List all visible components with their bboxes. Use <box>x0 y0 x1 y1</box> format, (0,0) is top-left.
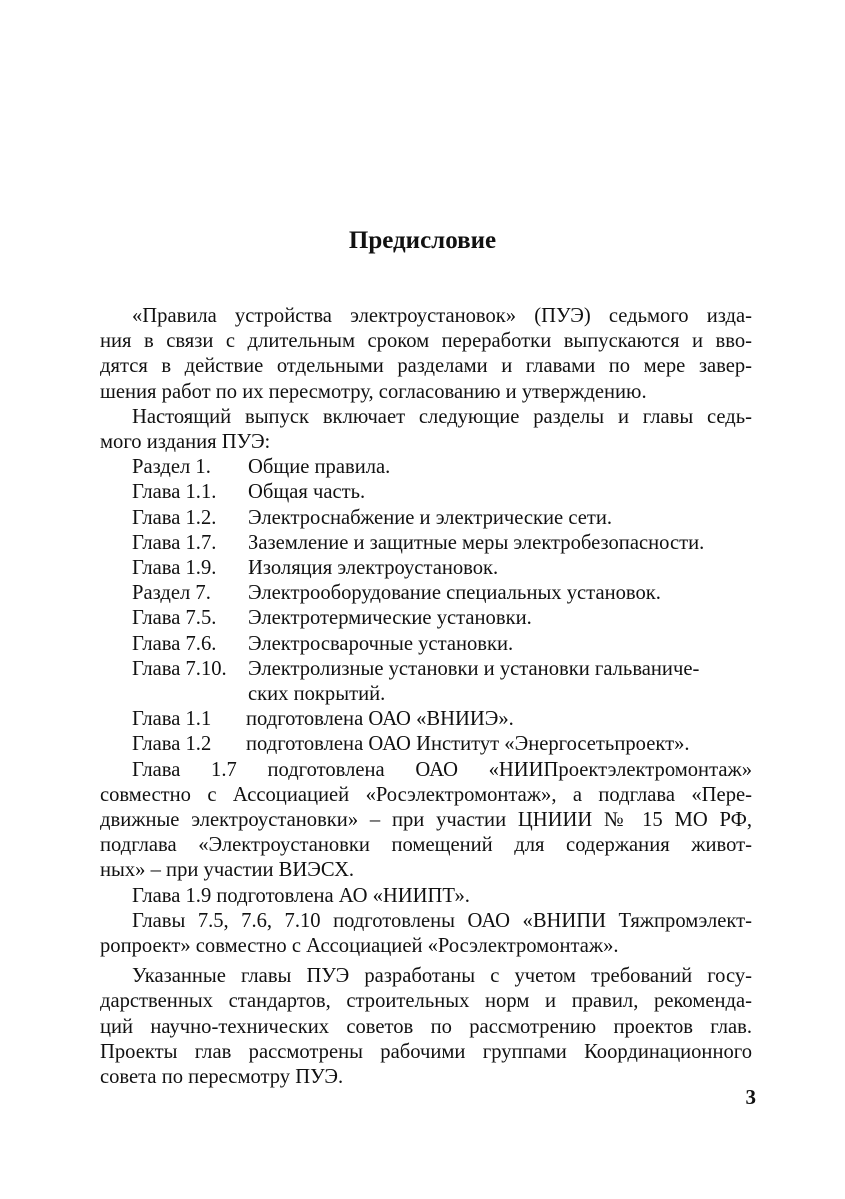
contents-item-title-line: Изоляция электроустановок. <box>248 557 499 580</box>
contents-item-number: Раздел 1. <box>132 456 211 479</box>
chapter-1-7-line: подглава «Электроустановки помещений для содержания живот- <box>100 834 752 857</box>
contents-item-number: Глава 1.7. <box>132 531 217 554</box>
contents-item-title-line: Общие правила. <box>248 456 391 479</box>
contents-item-title <box>248 657 752 707</box>
contents-item-title-line: ских покрытий. <box>248 683 386 706</box>
contents-item-title <box>248 632 752 657</box>
intro-line: «Правила устройства электроустановок» (ПУЭ) седьмого изда- <box>132 305 752 327</box>
chapters-7-line: ропроект» совместно с Ассоциацией «Росэлектромонтаж». <box>100 935 619 958</box>
contents-item <box>100 581 752 606</box>
prepared-note-text: подготовлена ОАО «ВНИИЭ». <box>246 708 514 731</box>
contents-intro-line: Настоящий выпуск включает следующие разделы и главы седь- <box>132 405 752 428</box>
chapter-1-9-paragraph <box>100 884 752 909</box>
chapters-7-paragraph <box>100 909 752 959</box>
contents-item <box>100 632 752 657</box>
closing-line: совета по пересмотру ПУЭ. <box>100 1066 344 1089</box>
prepared-note <box>100 707 752 732</box>
contents-item-number: Глава 1.2. <box>132 506 217 529</box>
page-title: Предисловие <box>348 227 497 254</box>
contents-item-title-line: Электролизные установки и установки гальваниче- <box>248 657 700 680</box>
contents-item-title-line: Электроснабжение и электрические сети. <box>248 506 613 529</box>
intro-line: дятся в действие отдельными разделами и главами по мере завер- <box>100 355 752 378</box>
contents-item-title <box>248 480 752 505</box>
intro-paragraph <box>100 304 752 405</box>
contents-intro-paragraph <box>100 405 752 455</box>
prepared-note-chapter: Глава 1.2 <box>132 733 212 756</box>
closing-line: ций научно-технических советов по рассмотрению проектов глав. <box>100 1015 752 1038</box>
contents-item-number: Глава 7.6. <box>132 632 217 655</box>
closing-paragraph <box>100 964 752 1090</box>
contents-item-number: Раздел 7. <box>132 582 211 605</box>
contents-item-title <box>248 455 752 480</box>
contents-item-title-line: Общая часть. <box>248 481 366 504</box>
contents-item-title-line: Заземление и защитные меры электробезопасности. <box>248 531 705 554</box>
contents-item-title <box>248 581 752 606</box>
chapter-1-9-line: Глава 1.9 подготовлена АО «НИИПТ». <box>132 884 470 907</box>
intro-line: ния в связи с длительным сроком переработки выпускаются и вво- <box>100 330 752 353</box>
contents-item <box>100 480 752 505</box>
chapter-1-7-line: совместно с Ассоциацией «Росэлектромонтаж», а подглава «Пере- <box>100 783 752 806</box>
page-number: 3 <box>745 1085 756 1109</box>
contents-item-title <box>248 531 752 556</box>
closing-line: дарственных стандартов, строительных норм и правил, рекоменда- <box>100 990 752 1013</box>
prepared-note <box>100 732 752 757</box>
contents-item-number: Глава 7.10. <box>132 657 227 680</box>
contents-item <box>100 556 752 581</box>
chapter-1-7-paragraph <box>100 758 752 884</box>
contents-item-number: Глава 7.5. <box>132 607 217 630</box>
contents-item <box>100 455 752 480</box>
contents-item-title-line: Электротермические установки. <box>248 607 532 630</box>
preface-body <box>100 304 752 1090</box>
contents-list <box>100 455 752 707</box>
contents-item-title-line: Электрооборудование специальных установок. <box>248 582 661 605</box>
contents-item <box>100 531 752 556</box>
prepared-note-chapter: Глава 1.1 <box>132 708 212 731</box>
closing-line: Проекты глав рассмотрены рабочими группами Координационного <box>100 1040 752 1063</box>
prepared-note-text: подготовлена ОАО Институт «Энергосетьпроект». <box>246 733 690 756</box>
intro-line: шения работ по их пересмотру, согласованию и утверждению. <box>100 380 647 403</box>
contents-item <box>100 606 752 631</box>
chapter-1-7-line: ных» – при участии ВИЭСХ. <box>100 859 355 882</box>
contents-item-title-line: Электросварочные установки. <box>248 632 514 655</box>
contents-item <box>100 506 752 531</box>
contents-item-title <box>248 506 752 531</box>
contents-item <box>100 657 752 707</box>
chapters-7-line: Главы 7.5, 7.6, 7.10 подготовлены ОАО «ВНИПИ Тяжпромэлект- <box>132 909 752 932</box>
chapter-1-7-line: движные электроустановки» – при участии ЦНИИИ № 15 МО РФ, <box>100 809 752 832</box>
closing-line: Указанные главы ПУЭ разработаны с учетом требований госу- <box>132 965 752 988</box>
chapter-1-7-line: Глава 1.7 подготовлена ОАО «НИИПроектэлектромонтаж» <box>132 758 752 781</box>
contents-item-title <box>248 606 752 631</box>
contents-item-title <box>248 556 752 581</box>
contents-item-number: Глава 1.1. <box>132 481 217 504</box>
contents-intro-line: мого издания ПУЭ: <box>100 431 271 454</box>
contents-item-number: Глава 1.9. <box>132 557 217 580</box>
